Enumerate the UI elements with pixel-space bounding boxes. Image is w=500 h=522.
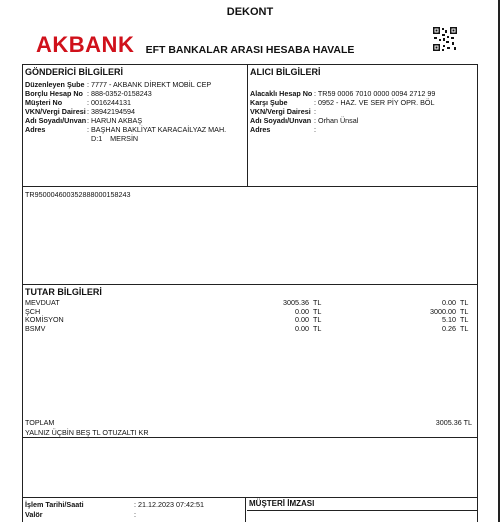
bank-logo: AKBANK — [36, 32, 135, 57]
transaction-date-label: İşlem Tarihi/Saati — [25, 500, 84, 509]
sender-field-tax-no: VKN/Vergi Dairesi : 38942194594 — [25, 107, 135, 116]
amount-row: KOMİSYON 0.00 TL 5.10 TL — [25, 315, 469, 325]
amounts-table — [25, 298, 475, 332]
signature-underline — [247, 510, 478, 511]
receiver-info — [250, 89, 476, 134]
document-title: DEKONT — [226, 6, 274, 18]
divider — [22, 284, 478, 285]
sender-field-customer-no: Müşteri No : 0016244131 — [25, 98, 131, 107]
amounts-section-title: TUTAR BİLGİLERİ — [25, 287, 102, 297]
receiver-field-name: Adı Soyadı/Unvan : Orhan Ünsal — [250, 116, 359, 125]
sender-section-title: GÖNDERİCİ BİLGİLERİ — [25, 67, 124, 77]
transaction-date-value: : 21.12.2023 07:42:51 — [134, 500, 204, 509]
sender-field-branch: Düzenleyen Şube : 7777 - AKBANK DİREKT MOBİL CEP — [25, 80, 212, 89]
receiver-field-address: Adres : — [250, 125, 316, 134]
total-label: TOPLAM — [25, 418, 55, 427]
receiver-field-tax-no: VKN/Vergi Dairesi : — [250, 107, 316, 116]
receiver-field-branch: Karşı Şube : 0952 - HAZ. VE SER PİY OPR. BÖL — [250, 98, 435, 107]
sender-field-address: Adres : BAŞHAN BAKLİYAT KARACAİLYAZ MAH. D:1 MERSİN — [25, 125, 227, 143]
amount-row: MEVDUAT 3005.36 TL 0.00 TL — [25, 298, 469, 307]
divider — [22, 437, 478, 438]
divider — [22, 186, 478, 187]
customer-signature-label: MÜŞTERİ İMZASI — [249, 499, 315, 508]
receiver-section-title: ALICI BİLGİLERİ — [250, 67, 321, 77]
amount-row: BSMV 0.00 TL 0.26 TL — [25, 323, 469, 333]
sender-info — [25, 80, 245, 143]
sender-field-name: Adı Soyadı/Unvan : HARUN AKBAŞ — [25, 116, 143, 125]
footer-divider — [245, 497, 246, 522]
document-subtitle: EFT BANKALAR ARASI HESABA HAVALE — [145, 44, 355, 56]
amount-row: ŞCH 0.00 TL 3000.00 TL — [25, 306, 469, 316]
valor-value: : — [134, 510, 136, 519]
valor-label: Valör — [25, 510, 43, 519]
qr-code-icon — [432, 26, 458, 52]
total-value: 3005.36 TL — [435, 418, 472, 427]
sender-receiver-divider — [247, 64, 248, 186]
total-in-words: YALNIZ ÜÇBİN BEŞ TL OTUZALTI KR — [25, 428, 149, 437]
receiver-field-account: Alacaklı Hesap No : TR59 0006 7010 0000 0094 2712 99 — [250, 89, 436, 98]
sender-field-account: Borçlu Hesap No : 888-0352-0158243 — [25, 89, 152, 98]
divider — [22, 497, 478, 498]
transaction-description: TR950004600352888000158243 — [25, 190, 131, 199]
